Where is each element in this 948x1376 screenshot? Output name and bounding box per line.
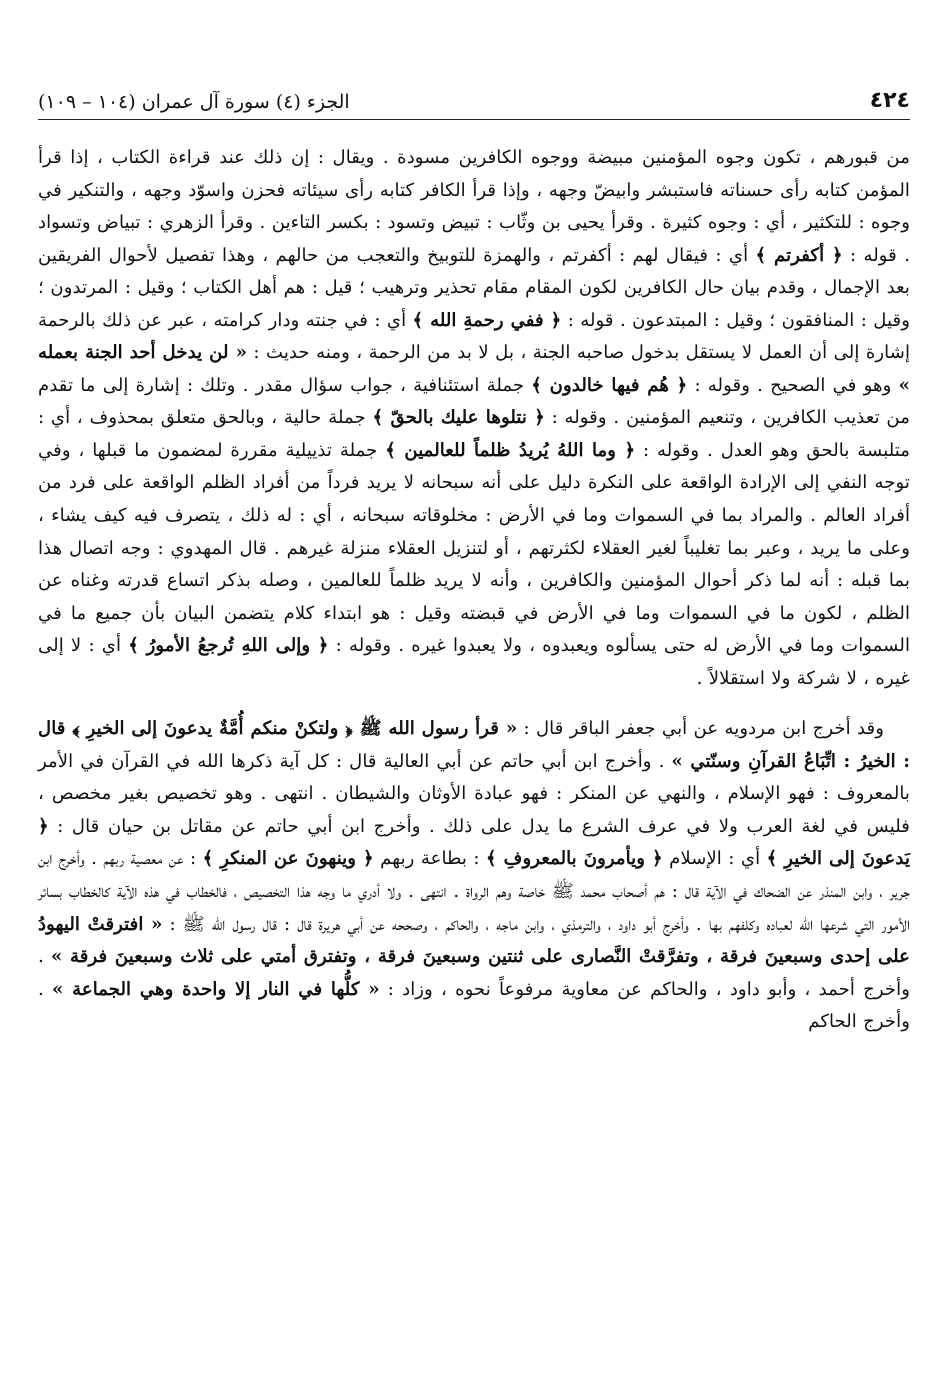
text-run: : عن معصية ربهم . وأخرج ابن جرير ، وابن المنذر عن الضحاك في الآية قال : هم أصحاب محمد ﷺ خاصة وهم الرواة . انتهى . ولا أدري ما وجه هذا التخصيص ، فالخطاب في هذه الآية كالخطاب بسائر الأمور التي شرعها الله لعباده وكلفهم بها . وأخرج أبو داود ، والترمذي ، وابن ماجه ، والحاكم ، وصححه عن أبي هريرة قال : قال رسول الله ﷺ : <box>38 848 910 935</box>
quran-quote: ﴿ يَدعونَ إلى الخيرِ ﴾ <box>38 815 911 870</box>
text-run: أي : فيقال لهم : أكفرتم ، والهمزة للتوبيخ والتعجب من حالهم ، وهذا تفصيل لأحوال الفريقين بعد الإجمال ، وقدم بيان حال الكافرين لكون المقام مقام تحذير وترهيب ؛ قيل : هم أهل الكتاب ؛ وقيل : المرتدون ؛ وقيل : المنافقون ؛ وقيل : المبتدعون . قوله : <box>38 244 910 331</box>
hadith-quote: « افترقتْ اليهودُ على إحدى وسبعينَ فرقة ، وتفرَّقتْ النَّصارى على ثنتين وسبعينَ فرقة ، وتفترق أمتي على ثلاث وسبعينَ فرقة » <box>38 913 910 968</box>
paragraph-2 <box>38 713 910 1038</box>
text-run: أي : الإسلام <box>662 848 767 870</box>
text-run: جملة تذييلية مقررة لمضمون ما قبلها ، وفي توجه النفي إلى الإرادة الواقعة على النكرة دليل على أنه سبحانه لا يريد فرداً من أفراد الظلم الواقعة على فرد من أفراد العالم . والمراد بما في السموات وما في الأرض : مخلوقاته سبحانه ، أي : له ذلك ، يتصرف فيه كيف يشاء ، وعلى ما يريد ، وعبر بما تغليباً لغير العقلاء لكثرتهم ، أو لتنزيل العقلاء منزلة غيرهم . قال المهدوي : وجه اتصال هذا بما قبله : أنه لما ذكر أحوال المؤمنين والكافرين ، وأنه لا يريد ظلماً للعالمين ، وصله بذكر اتساع قدرته وغناه عن الظلم ، لكون ما في السموات وما في الأرض في قبضته وقيل : هو ابتداء كلام يتضمن البيان بأن جميع ما في السموات وما في الأرض له حتى يسألوه ويعبدوه ، ولا يعبدوا غيره . وقوله : <box>38 439 911 657</box>
text-run: جملة حالية ، وبالحق متعلق بمحذوف ، أي : متلبسة بالحق وهو العدل . وقوله : <box>38 407 910 461</box>
text-run: وهو في الصحيح . وقوله : <box>687 374 899 396</box>
text-run: جملة استئنافية ، جواب سؤال مقدر . وتلك : إشارة إلى ما تقدم من تعذيب الكافرين ، وتنعيم المؤمنين . وقوله : <box>38 374 911 429</box>
quran-quote: ﴿ ويأمرونَ بالمعروفِ ﴾ <box>485 848 663 870</box>
book-page <box>38 60 910 1350</box>
quran-quote: ﴿ وإلى اللهِ تُرجعُ الأمورُ ﴾ <box>128 635 329 657</box>
quran-quote: ﴿ أكفرتم ﴾ <box>755 244 843 266</box>
body-text <box>38 142 910 1039</box>
paragraph-1 <box>38 142 910 695</box>
hadith-quote: « قرأ رسول الله ﷺ ﴿ ولتكنْ منكم أُمَّةٌ يدعونَ إلى الخيرِ ﴾ قال : الخيرُ : اتِّبَاعُ القرآنِ وسنّتي » <box>38 718 910 772</box>
text-run: أي : لا إلى غيره ، لا شركة ولا استقلالاً . <box>38 635 910 689</box>
text-run: . وأخرج أحمد ، وأبو داود ، والحاكم عن معاوية مرفوعاً نحوه ، وزاد : <box>38 946 910 1000</box>
quran-quote: ﴿ ففي رحمةِ الله ﴾ <box>412 309 562 331</box>
quran-quote: ﴿ وما اللهُ يُريدُ ظلماً للعالمين ﴾ <box>385 439 636 461</box>
text-run: . وأخرج الحاكم <box>38 978 910 1033</box>
text-run: من قبورهم ، تكون وجوه المؤمنين مبيضة ووجوه الكافرين مسودة . ويقال : إن ذلك عند قراءة الكتاب ، إذا قرأ المؤمن كتابه رأى حسناته فاستبشر وابيضّ وجهه ، وإذا قرأ الكافر كتابه رأى سيئاته فحزن واسوّد وجهه ، والتنكير في وجوه : للتكثير ، أي : وجوه كثيرة . وقرأ يحيى بن وثّاب : تبيض وتسود : بكسر التاءين . وقرأ الزهري : تبياض وتسواد . قوله : <box>38 147 910 266</box>
quran-quote: ﴿ نتلوها عليك بالحقّ ﴾ <box>372 407 545 429</box>
running-head: الجزء (٤) سورة آل عمران (١٠٤ – ١٠٩) <box>38 91 350 113</box>
text-run: . وأخرج ابن أبي حاتم عن أبي العالية قال : كل آية ذكرها الله في القرآن في الأمر بالمعروف : فهو الإسلام ، والنهي عن المنكر : فهو عبادة الأوثان والشيطان . انتهى . وهو تخصيص بغير مخصص ، فليس في لغة العرب ولا في عرف الشرع ما يدل على ذلك . وأخرج ابن أبي حاتم عن مقاتل بن حيان قال : <box>38 750 910 837</box>
text-run: أي : في جنته ودار كرامته ، عبر عن ذلك بالرحمة إشارة إلى أن العمل لا يستقل بدخول صاحبه الجنة ، بل لا بد من الرحمة ، ومنه حديث : <box>38 309 910 364</box>
quran-quote: ﴿ هُم فيها خالدون ﴾ <box>531 374 688 396</box>
quran-quote: ﴿ وينهونَ عن المنكرِ ﴾ <box>202 848 374 870</box>
text-run: وقد أخرج ابن مردويه عن أبي جعفر الباقر قال : <box>517 718 884 740</box>
hadith-quote: « لن يدخل أحد الجنة بعمله » <box>38 342 910 396</box>
hadith-quote: « كلُّها في النار إلا واحدة وهي الجماعة » <box>51 978 380 1000</box>
page-header <box>38 60 910 120</box>
text-run: : بطاعة ربهم <box>373 848 486 870</box>
page-number: ٤٢٤ <box>869 88 910 113</box>
